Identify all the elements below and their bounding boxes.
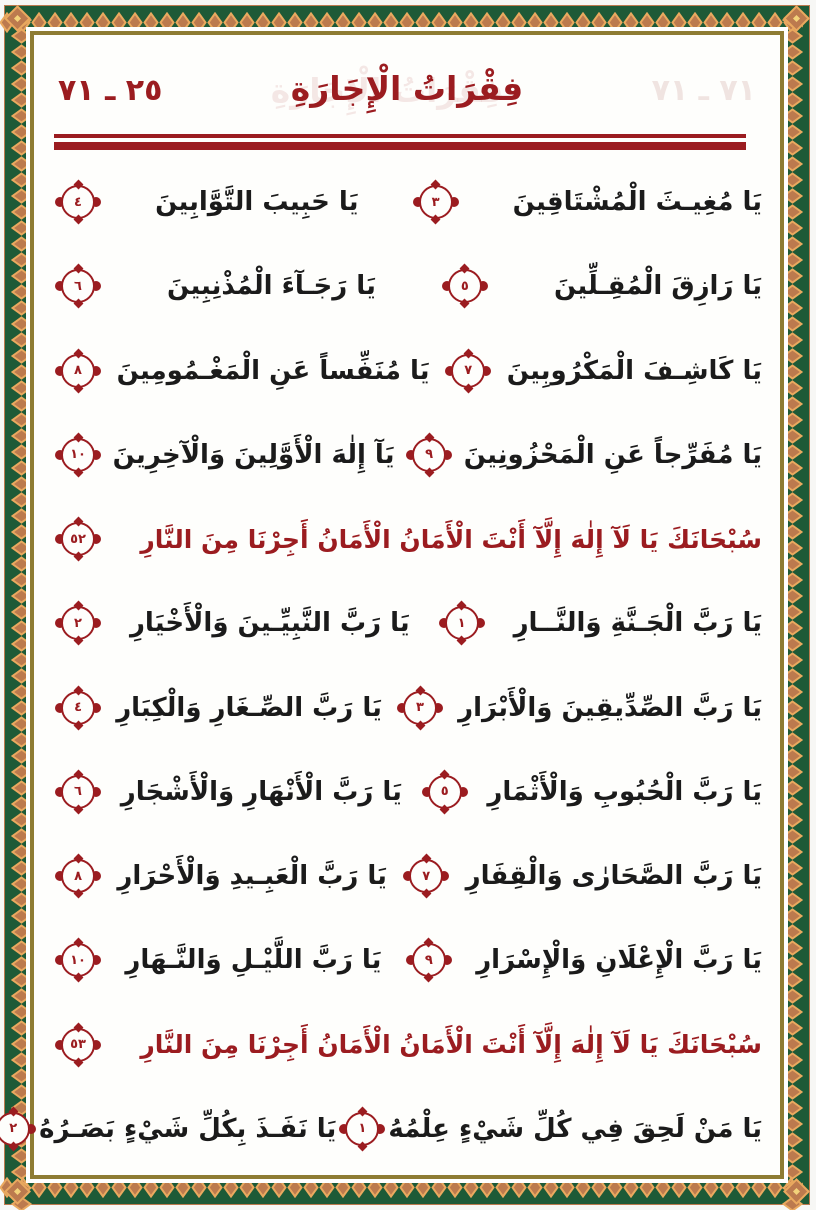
verse-number: ٥ (461, 278, 470, 294)
prayer-phrase: يَا حَبِيبَ التَّوَّابِينَ (156, 187, 360, 218)
page-content (10, 35, 781, 1175)
prayer-lines (10, 160, 763, 1171)
verse-number-medallion (429, 775, 463, 809)
header-divider (55, 134, 747, 150)
prayer-line (53, 581, 763, 665)
verse-number-medallion (404, 691, 438, 725)
verse-number: ٨ (75, 868, 83, 884)
prayer-phrase: يَا رَبَّ الْإِعْلَانِ وَالْإِسْرَارِ (477, 945, 763, 976)
verse-number: ٨ (75, 363, 83, 379)
prayer-phrase: يَا مُغِيـثَ الْمُشْتَاقِينَ (513, 187, 763, 218)
verse-number: ٤ (75, 700, 83, 716)
verse-number: ١٠ (71, 447, 87, 463)
prayer-phrase: يَا رَازِقَ الْمُقِـلِّينَ (554, 271, 763, 302)
verse-number-medallion (62, 606, 96, 640)
prayer-line (53, 918, 763, 1002)
prayer-line (53, 497, 763, 581)
prayer-line (53, 160, 763, 244)
verse-number: ٣ (432, 194, 441, 210)
page-range-ghost: ٧١ ـ ٧١ (652, 73, 757, 108)
prayer-phrase: يَا رَبَّ النَّبِيِّـينَ وَالْأَخْيَارِ (130, 608, 411, 639)
prayer-phrase: يَا رَبَّ اللَّيْـلِ وَالنَّـهَارِ (126, 945, 383, 976)
verse-number: ١٠ (71, 952, 87, 968)
verse-number-medallion (446, 606, 480, 640)
prayer-phrase: يَا رَبَّ الْأَنْهَارِ وَالْأَشْجَارِ (121, 776, 403, 807)
prayer-phrase: سُبْحَانَكَ يَا لَآ إِلٰهَ إِلَّآ أَنْتَ الْأَمَانُ الْأَمَانُ أَجِرْنَا مِنَ النَّارِ (141, 1030, 763, 1060)
prayer-line (53, 413, 763, 497)
prayer-phrase: يَا رَجَـآءَ الْمُذْنِبِينَ (168, 271, 377, 302)
verse-number-medallion (413, 438, 447, 472)
prayer-phrase: يَا مُفَرِّجاً عَنِ الْمَحْزُونِينَ (464, 439, 763, 470)
prayer-phrase: يَا رَبَّ الْحُبُوبِ وَالْأَثْمَارِ (488, 776, 763, 807)
verse-number: ١ (458, 615, 467, 631)
prayer-line (53, 666, 763, 750)
verse-number-medallion (452, 354, 486, 388)
border-ornament-top-icon (0, 12, 804, 33)
verse-number: ٢ (75, 615, 83, 631)
prayer-phrase: يَا كَاشِـفَ الْمَكْرُوبِينَ (507, 355, 763, 386)
verse-number: ٢ (10, 1121, 19, 1137)
prayer-line (10, 1087, 763, 1171)
verse-number: ٥ (441, 784, 450, 800)
verse-number-medallion (62, 354, 96, 388)
verse-number-medallion (62, 522, 96, 556)
verse-number-medallion (420, 185, 454, 219)
prayer-phrase: يَا رَبَّ الْجَـنَّةِ وَالنَّــارِ (514, 608, 763, 639)
prayer-phrase: سُبْحَانَكَ يَا لَآ إِلٰهَ إِلَّآ أَنْتَ الْأَمَانُ الْأَمَانُ أَجِرْنَا مِنَ النَّارِ (141, 524, 763, 554)
border-ornament-bottom-icon (0, 1177, 804, 1198)
divider-thick-line (55, 142, 747, 150)
prayer-phrase: يَا رَبَّ الصِّدِّيقِينَ وَالْأَبْرَارِ (459, 692, 763, 723)
verse-number: ٦ (75, 784, 83, 800)
verse-number: ٤ (75, 194, 83, 210)
verse-number-medallion (62, 943, 96, 977)
verse-number: ٦ (75, 278, 83, 294)
prayer-phrase: يَا رَبَّ الْعَبِـيدِ وَالْأَحْرَارِ (118, 861, 388, 892)
verse-number: ٣ (417, 700, 425, 716)
prayer-line (53, 750, 763, 834)
verse-number-medallion (413, 943, 447, 977)
prayer-phrase: يَا رَبَّ الصِّـغَارِ وَالْكِبَارِ (117, 692, 383, 723)
verse-number: ٧ (423, 868, 432, 884)
prayer-phrase: يَا مَنْ لَحِقَ فِي كُلِّ شَيْءٍ عِلْمُهُ (389, 1113, 763, 1144)
verse-number: ٩ (426, 447, 435, 463)
page-title: فِقْرَاتُ الْإِجَارَةِ (291, 69, 525, 108)
verse-number: ٧ (465, 363, 474, 379)
verse-number-medallion (62, 1028, 96, 1062)
verse-number: ٥٢ (71, 531, 87, 547)
prayer-line (53, 1003, 763, 1087)
prayer-line (53, 329, 763, 413)
border-ornament-right-icon (783, 12, 804, 1210)
verse-number-medallion (62, 691, 96, 725)
verse-number-medallion (449, 269, 483, 303)
verse-number-medallion (62, 269, 96, 303)
prayer-phrase: يَا رَبَّ الصَّحَارٰى وَالْقِفَارِ (466, 861, 763, 892)
verse-number-medallion (346, 1112, 380, 1146)
verse-number: ٩ (425, 952, 434, 968)
verse-number-medallion (62, 438, 96, 472)
prayer-line (53, 834, 763, 918)
verse-number-medallion (410, 859, 444, 893)
verse-number-medallion (62, 859, 96, 893)
prayer-phrase: يَا مُنَفِّساً عَنِ الْمَغْـمُومِينَ (117, 355, 431, 386)
prayer-phrase: يَآ إِلٰهَ الْأَوَّلِينَ وَالْآخِرِينَ (113, 439, 396, 470)
verse-number: ١ (359, 1121, 368, 1137)
border-ornament-left-icon (12, 12, 33, 1210)
prayer-line (53, 244, 763, 328)
verse-number-medallion (62, 775, 96, 809)
page-range-number: ٢٥ ـ ٧١ (59, 73, 164, 108)
prayer-phrase: يَا نَفَـذَ بِكُلِّ شَيْءٍ بَصَـرُهُ (40, 1113, 338, 1144)
verse-number: ٥٣ (71, 1037, 87, 1053)
page-header (55, 35, 761, 160)
verse-number-medallion (62, 185, 96, 219)
